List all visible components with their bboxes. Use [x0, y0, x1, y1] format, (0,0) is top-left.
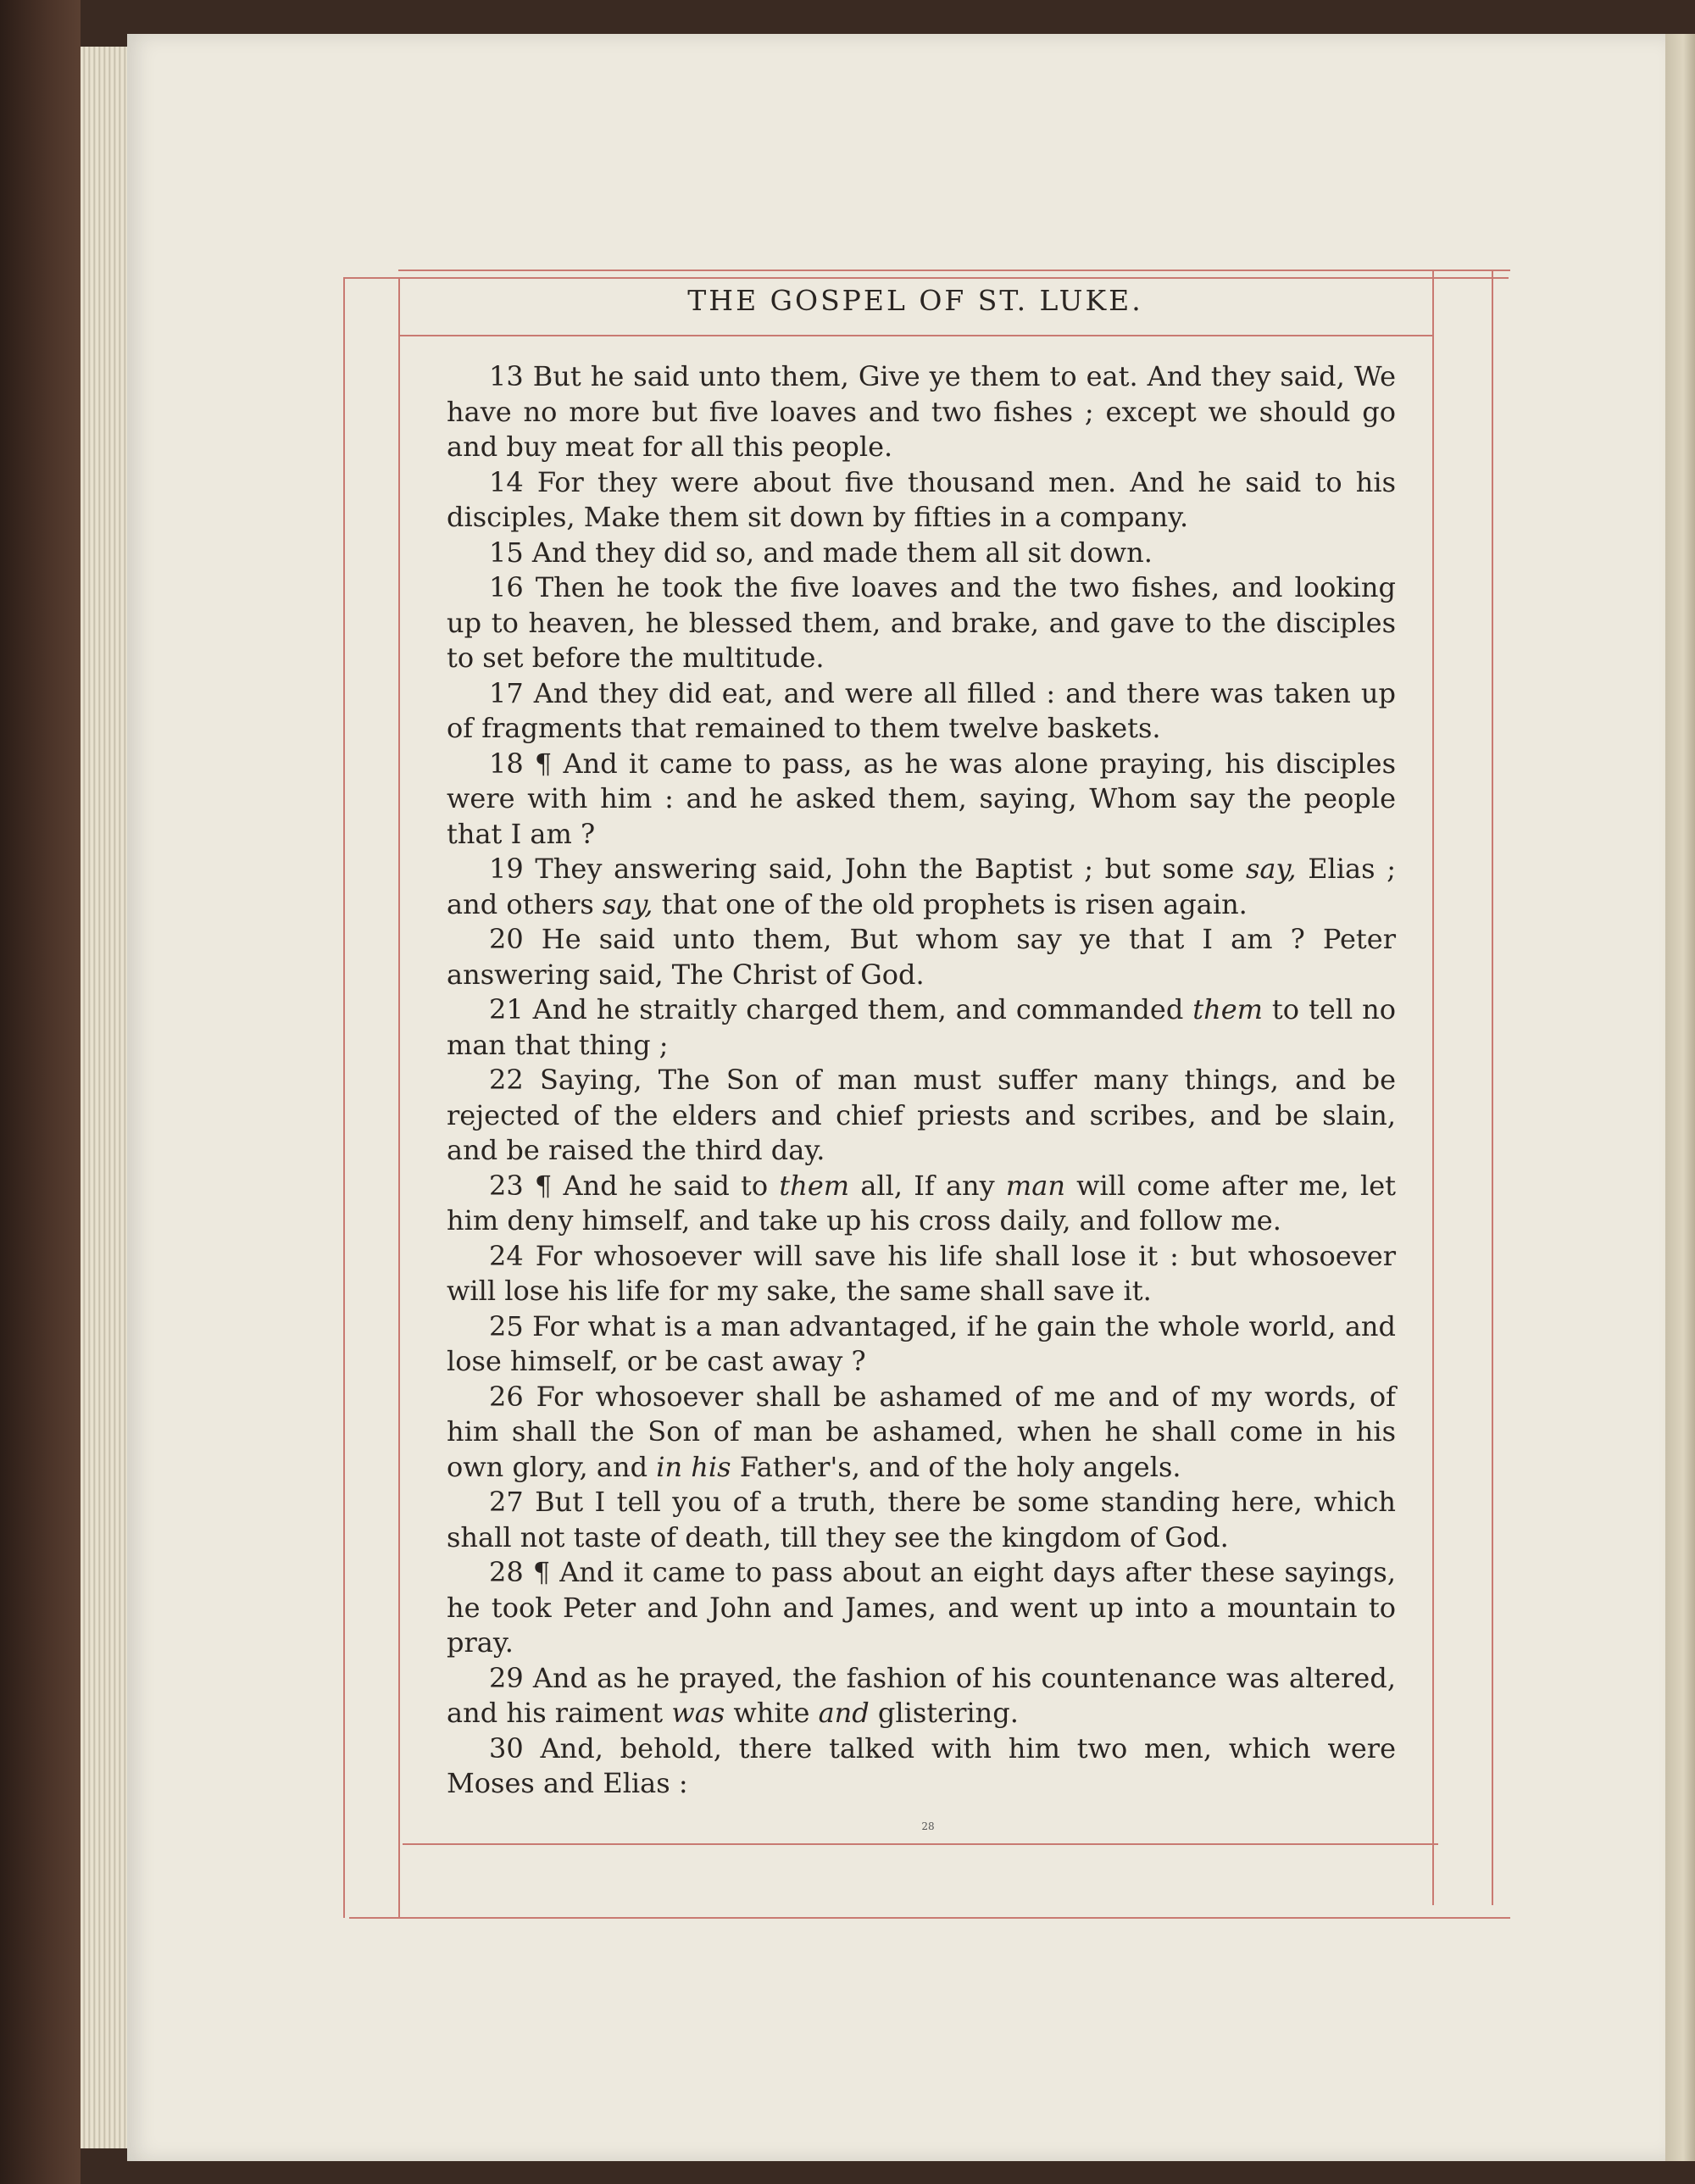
- verse-number: 28: [489, 1556, 524, 1588]
- verse: [447, 747, 1396, 853]
- page-title: THE GOSPEL OF ST. LUKE.: [687, 284, 1143, 317]
- next-page-edge: [1665, 34, 1695, 2161]
- verse-number: 17: [489, 676, 524, 709]
- footer-rule: [403, 1843, 1438, 1845]
- verse-number: 18: [489, 747, 524, 780]
- frame-outer-top: [343, 277, 1509, 279]
- verse-number: 30: [489, 1731, 524, 1764]
- verse-number: 20: [489, 923, 524, 955]
- verse-text: will come after me, let him deny himself, and take up his cross daily, and follow me.: [447, 1169, 1397, 1236]
- verse: [447, 1555, 1396, 1661]
- verse: [447, 570, 1396, 676]
- verse-text: For whosoever will save his life shall lose it : but whosoever will lose his life for my sake, the same shall save it.: [447, 1239, 1397, 1307]
- italic-word: was: [671, 1697, 725, 1729]
- verse-number: 29: [489, 1661, 524, 1694]
- page-number: 28: [921, 1820, 935, 1832]
- verse: [447, 465, 1396, 536]
- verse-text: For what is a man advantaged, if he gain the whole world, and lose himself, or be cast away ?: [447, 1309, 1397, 1377]
- verse-text: And as he prayed, the fashion of his countenance was altered, and his raiment: [447, 1661, 1397, 1729]
- verse-text: They answering said, John the Baptist ; but some: [535, 853, 1246, 885]
- italic-word: and: [818, 1697, 870, 1729]
- verse-text: But I tell you of a truth, there be some standing here, which shall not taste of death, till they see the kingdom of God.: [447, 1486, 1397, 1553]
- italic-word: in his: [656, 1450, 731, 1483]
- frame-inner-left: [398, 277, 400, 1918]
- verse: [447, 1239, 1396, 1309]
- verse-text: Saying, The Son of man must suffer many things, and be rejected of the elders and chief priests and scribes, and be slain, and be raised the third day.: [447, 1064, 1397, 1166]
- italic-word: them: [779, 1169, 850, 1202]
- verse-text: that one of the old prophets is risen again.: [653, 887, 1248, 920]
- verse: [447, 852, 1396, 922]
- verse-text: white: [725, 1697, 819, 1729]
- verse-text: For they were about five thousand men. And he said to his disciples, Make them sit down by fifties in a company.: [447, 465, 1397, 533]
- verse-text: ¶ And it came to pass, as he was alone praying, his disciples were with him : and he asked them, saying, Whom say the people that I am ?: [447, 747, 1397, 850]
- verse: [447, 1309, 1396, 1380]
- verse-number: 16: [489, 571, 524, 603]
- frame-outer-bottom: [349, 1917, 1510, 1919]
- verse-text: And, behold, there talked with him two men, which were Moses and Elias :: [447, 1731, 1397, 1799]
- verse-number: 23: [489, 1169, 524, 1202]
- italic-word: man: [1005, 1169, 1065, 1202]
- verse-number: 22: [489, 1064, 524, 1096]
- verse-number: 13: [489, 360, 524, 392]
- header-rule-bottom: [398, 335, 1434, 336]
- verse-number: 21: [489, 993, 524, 1025]
- verse: [447, 1485, 1396, 1555]
- verse-text: And they did so, and made them all sit down.: [531, 536, 1153, 569]
- frame-inner-right: [1432, 270, 1434, 1905]
- verse-text: Father's, and of the holy angels.: [731, 1450, 1181, 1483]
- verse-text: ¶ And it came to pass about an eight days after these sayings, he took Peter and John and James, and went up into a mountain to pray.: [447, 1556, 1397, 1659]
- header-rule-top: [398, 270, 1434, 271]
- verse: [447, 1380, 1396, 1486]
- verse-text: For whosoever shall be ashamed of me and of my words, of him shall the Son of man be ashamed, when he shall come in his own glory, and: [447, 1380, 1396, 1483]
- verse-text: And he straitly charged them, and commanded: [532, 993, 1193, 1025]
- verse-number: 24: [489, 1239, 524, 1272]
- verse-text: glistering.: [869, 1697, 1019, 1729]
- frame-right-edge: [1434, 270, 1510, 271]
- italic-word: say,: [1246, 853, 1297, 885]
- verse: [447, 676, 1396, 747]
- verse-text: He said unto them, But whom say ye that I am ? Peter answering said, The Christ of God.: [447, 923, 1396, 991]
- verse-number: 25: [489, 1309, 524, 1342]
- verse-number: 14: [489, 465, 524, 498]
- frame-outer-left: [343, 277, 345, 1918]
- frame-outer-right: [1492, 270, 1493, 1905]
- verse-text: ¶ And he said to: [534, 1169, 780, 1202]
- verse: [447, 922, 1396, 992]
- verse-text: Then he took the five loaves and the two fishes, and looking up to heaven, he blessed them, and brake, and gave to the disciples to set before the multitude.: [447, 571, 1397, 674]
- verse-number: 27: [489, 1486, 524, 1518]
- verse-text: And they did eat, and were all filled : and there was taken up of fragments that remained to them twelve baskets.: [447, 676, 1397, 744]
- verse-text: to tell no man that thing ;: [447, 993, 1397, 1061]
- verse: [447, 536, 1396, 571]
- italic-word: say,: [602, 887, 653, 920]
- verse-text: But he said unto them, Give ye them to eat. And they said, We have no more but five loaves and two fishes ; except we should go and buy meat for all this people.: [447, 360, 1396, 463]
- verse: [447, 1661, 1396, 1731]
- verse-text: all, If any: [849, 1169, 1006, 1202]
- verse: [447, 1731, 1396, 1802]
- italic-word: them: [1192, 993, 1263, 1025]
- verse-number: 19: [489, 853, 524, 885]
- verse-number: 26: [489, 1380, 524, 1413]
- verse-number: 15: [489, 536, 524, 569]
- book-binding: [0, 0, 81, 2184]
- text-body: [447, 359, 1396, 1802]
- verse: [447, 359, 1396, 465]
- verse: [447, 1169, 1396, 1239]
- verse: [447, 1063, 1396, 1169]
- verse: [447, 992, 1396, 1063]
- verse-text: Elias ; and others: [447, 853, 1397, 920]
